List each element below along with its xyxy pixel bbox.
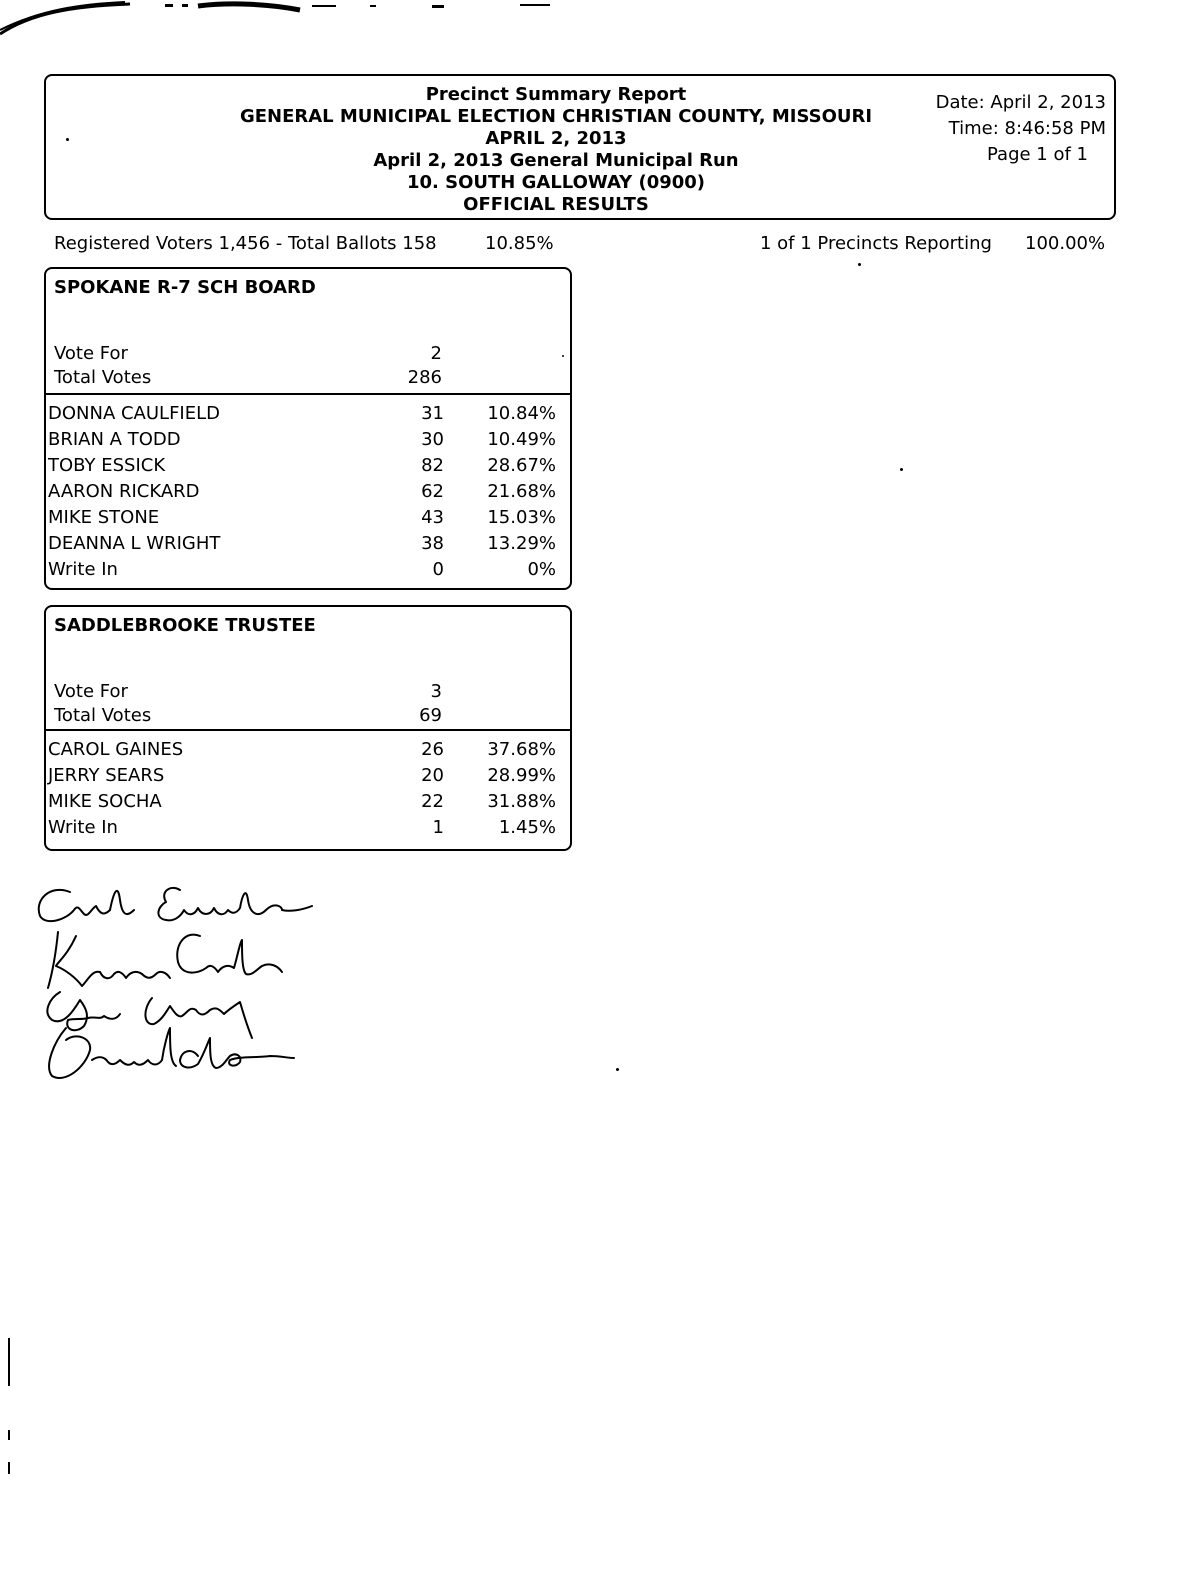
candidate-name: DONNA CAULFIELD [48, 403, 221, 424]
candidate-votes: 82 [421, 455, 444, 476]
candidate-votes: 0 [432, 559, 444, 580]
scan-speck [858, 263, 861, 266]
candidate-row [46, 789, 570, 815]
vote-for-value: 3 [430, 681, 442, 702]
scan-speck [66, 138, 69, 141]
election-date: APRIL 2, 2013 [485, 128, 627, 149]
margin-mark [8, 1462, 10, 1474]
signatures [30, 870, 330, 1090]
candidate-percent: 31.88% [487, 791, 556, 812]
candidate-percent: 28.67% [487, 455, 556, 476]
candidate-percent: 37.68% [487, 739, 556, 760]
total-votes-label: Total Votes [54, 367, 152, 388]
candidate-votes: 30 [421, 429, 444, 450]
candidate-percent: 0% [527, 559, 556, 580]
scan-speck [562, 355, 564, 357]
total-votes-value: 69 [419, 705, 442, 726]
candidate-votes: 62 [421, 481, 444, 502]
signature-3 [47, 992, 252, 1038]
candidate-percent: 1.45% [498, 817, 556, 838]
candidate-name: BRIAN A TODD [48, 429, 181, 450]
precinct-name: 10. SOUTH GALLOWAY (0900) [406, 172, 706, 193]
margin-mark [8, 1430, 10, 1440]
candidate-percent: 21.68% [487, 481, 556, 502]
candidate-votes: 20 [421, 765, 444, 786]
report-meta [906, 90, 1106, 168]
candidate-percent: 10.49% [487, 429, 556, 450]
candidate-name: MIKE STONE [48, 507, 160, 528]
report-header [44, 74, 1116, 220]
total-votes-value: 286 [407, 367, 442, 388]
candidate-votes: 26 [421, 739, 444, 760]
candidate-row [46, 531, 570, 557]
precincts-reporting-percent: 100.00% [1025, 233, 1106, 254]
contest-saddlebrooke-trustee [44, 605, 572, 851]
candidate-votes: 1 [432, 817, 444, 838]
turnout-percent: 10.85% [485, 233, 554, 254]
vote-for-label: Vote For [54, 681, 128, 702]
candidate-row [46, 557, 570, 583]
scan-speck [616, 1068, 619, 1071]
candidate-percent: 15.03% [487, 507, 556, 528]
candidate-name: DEANNA L WRIGHT [48, 533, 221, 554]
total-votes-label: Total Votes [54, 705, 152, 726]
candidate-row [46, 815, 570, 841]
results-divider [46, 729, 570, 731]
candidate-name: Write In [48, 817, 118, 838]
candidate-name: MIKE SOCHA [48, 791, 162, 812]
scan-artifact [0, 0, 560, 40]
candidate-name: JERRY SEARS [48, 765, 165, 786]
candidate-name: AARON RICKARD [48, 481, 200, 502]
signature-2 [48, 932, 282, 988]
election-name: GENERAL MUNICIPAL ELECTION CHRISTIAN COUNTY, MISSOURI [239, 106, 873, 127]
candidate-row [46, 401, 570, 427]
results-status: OFFICIAL RESULTS [463, 194, 649, 215]
candidate-votes: 31 [421, 403, 444, 424]
vote-for-row [46, 679, 570, 705]
candidate-row [46, 763, 570, 789]
candidate-name: Write In [48, 559, 118, 580]
vote-for-label: Vote For [54, 343, 128, 364]
total-votes-row [46, 365, 570, 391]
total-votes-row [46, 703, 570, 729]
signature-1 [39, 888, 312, 921]
candidate-name: CAROL GAINES [48, 739, 184, 760]
contest-title: SADDLEBROOKE TRUSTEE [54, 615, 316, 636]
report-header-title-block [206, 84, 906, 216]
vote-for-value: 2 [430, 343, 442, 364]
candidate-row [46, 453, 570, 479]
candidate-name: TOBY ESSICK [48, 455, 166, 476]
vote-for-row [46, 341, 570, 367]
candidate-votes: 43 [421, 507, 444, 528]
contest-title: SPOKANE R-7 SCH BOARD [54, 277, 316, 298]
report-time: Time: 8:46:58 PM [948, 118, 1106, 139]
margin-mark [8, 1338, 10, 1386]
report-title: Precinct Summary Report [425, 84, 687, 105]
report-date: Date: April 2, 2013 [935, 92, 1106, 113]
candidate-row [46, 505, 570, 531]
candidate-votes: 38 [421, 533, 444, 554]
registered-voters-summary: Registered Voters 1,456 - Total Ballots 158 [54, 233, 437, 254]
results-divider [46, 393, 570, 395]
precincts-reporting: 1 of 1 Precincts Reporting [760, 233, 992, 254]
candidate-percent: 10.84% [487, 403, 556, 424]
signature-4 [49, 1028, 294, 1078]
candidate-row [46, 737, 570, 763]
candidate-percent: 13.29% [487, 533, 556, 554]
candidate-votes: 22 [421, 791, 444, 812]
candidate-row [46, 479, 570, 505]
scan-speck [900, 468, 903, 471]
candidate-row [46, 427, 570, 453]
contest-spokane-r7-sch-board [44, 267, 572, 590]
candidate-percent: 28.99% [487, 765, 556, 786]
page-number: Page 1 of 1 [987, 144, 1088, 165]
run-name: April 2, 2013 General Municipal Run [373, 150, 739, 171]
